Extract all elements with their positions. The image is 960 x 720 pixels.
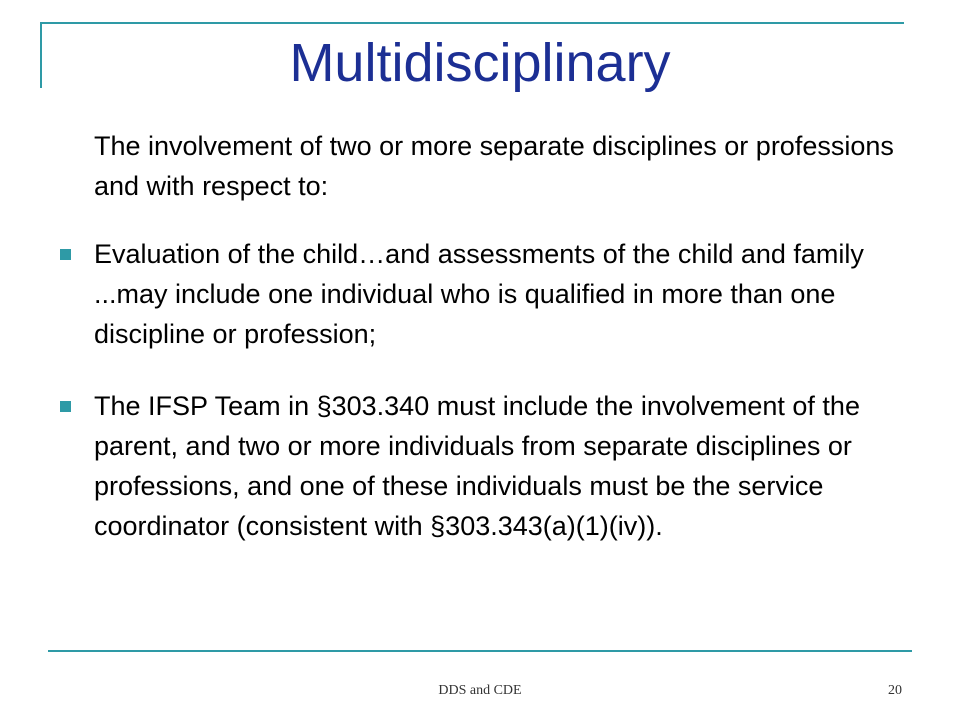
square-bullet-icon [60, 401, 71, 412]
bottom-frame-line [48, 650, 912, 652]
bullet-item-evaluation [94, 234, 924, 354]
footer-source: DDS and CDE [438, 683, 522, 698]
square-bullet-icon [60, 249, 71, 260]
bullet-text: Evaluation of the child…and assessments of the child and family ...may include one individual who is qualified in more than one discipline or profession; [94, 239, 864, 349]
top-frame-line [40, 22, 904, 24]
slide-title: Multidisciplinary [289, 33, 671, 93]
bullet-text: The IFSP Team in §303.340 must include the involvement of the parent, and two or more individuals from separate disciplines or professions, and one of these individuals must be the service coordinator (consistent with §303.343(a)(1)(iv)). [94, 391, 860, 541]
intro-paragraph: The involvement of two or more separate disciplines or professions and with respect to: [94, 131, 894, 201]
bullet-item-ifsp-team [94, 386, 924, 546]
page-number: 20 [888, 683, 902, 698]
